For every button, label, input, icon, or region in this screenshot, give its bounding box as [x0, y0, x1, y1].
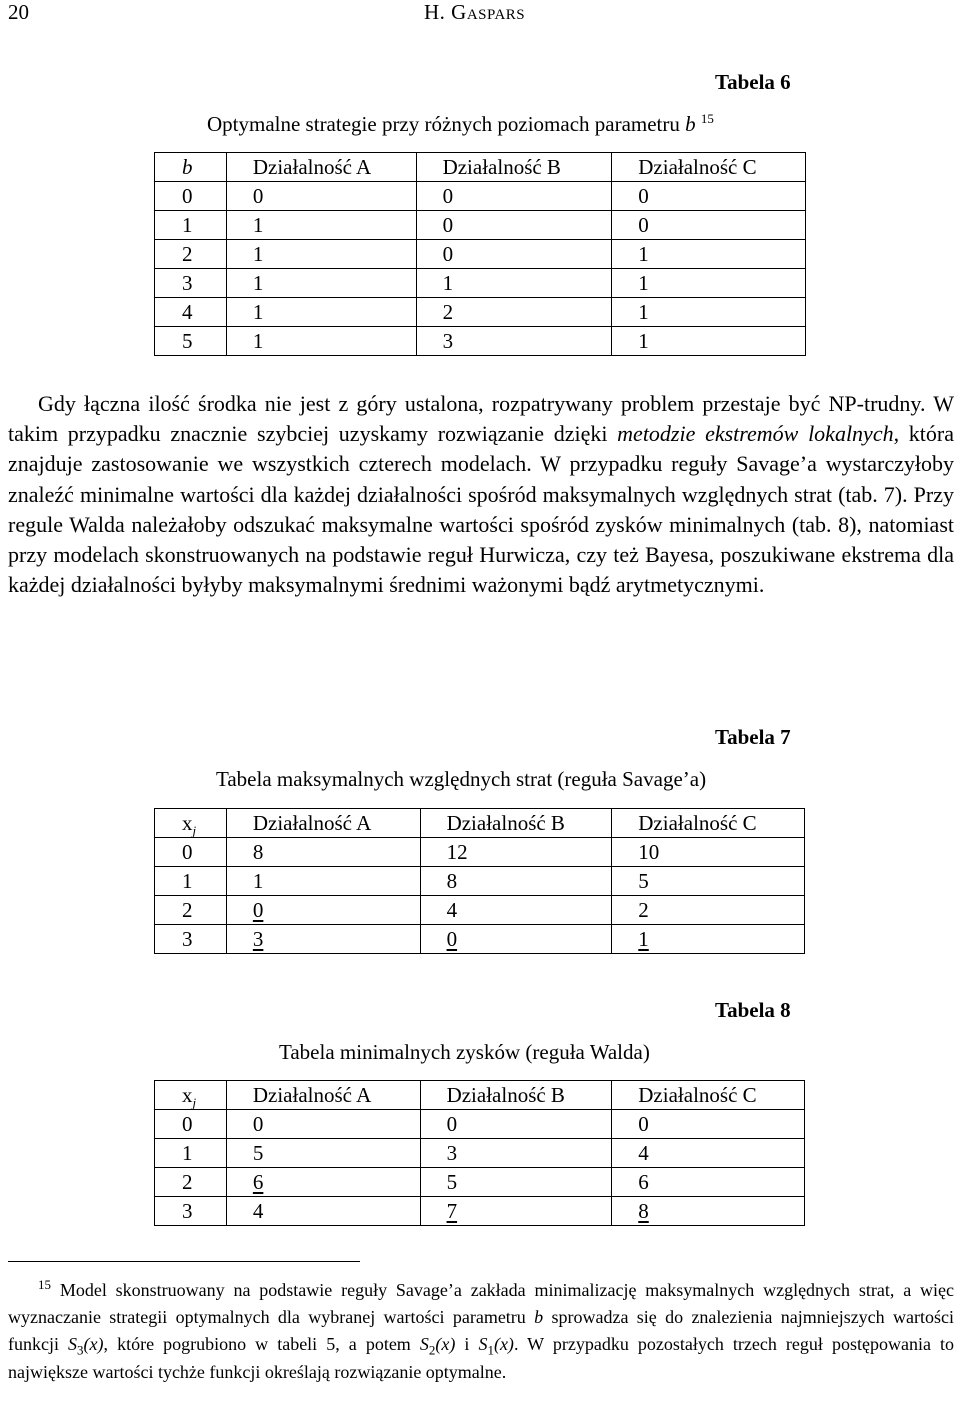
table-cell: 0: [155, 838, 227, 867]
table-cell: 2: [155, 240, 227, 269]
table-cell: 1: [612, 240, 806, 269]
table-cell: 2: [155, 1168, 227, 1197]
table-row: [155, 896, 805, 925]
table-row: [155, 838, 805, 867]
header-cell: $x_j$: [155, 809, 227, 838]
table-cell: 0: [420, 1110, 612, 1139]
table-cell: 4: [420, 896, 612, 925]
header-cell: Działalność C: [612, 153, 806, 182]
table-cell: 5: [155, 327, 227, 356]
table-cell: 0: [226, 896, 420, 925]
footnote-number: 15: [38, 1277, 51, 1292]
table-cell: 1: [226, 240, 416, 269]
table-row: [155, 867, 805, 896]
table-cell: 1: [226, 327, 416, 356]
table6: [154, 152, 806, 356]
italic-term: metodzie ekstremów lokalnych: [617, 421, 894, 447]
table-header-row: [155, 1081, 805, 1110]
table8: [154, 1080, 805, 1226]
table-header-row: [155, 153, 806, 182]
table-cell: 1: [612, 327, 806, 356]
table-row: [155, 1197, 805, 1226]
table-cell: 1: [155, 211, 227, 240]
header-cell: $x_j$: [155, 1081, 227, 1110]
header-cell: Działalność B: [420, 809, 612, 838]
table-cell: 4: [612, 1139, 805, 1168]
table8-label: Tabela 8: [715, 998, 791, 1022]
table-cell: 0: [420, 925, 612, 954]
table-cell: 3: [155, 1197, 227, 1226]
table6-label: Tabela 6: [715, 70, 791, 94]
table6-caption: Optymalne strategie przy różnych poziomach parametru b $^{15}$: [207, 111, 714, 136]
table-cell: 8: [612, 1197, 805, 1226]
table-cell: 0: [416, 211, 612, 240]
table-cell: 6: [226, 1168, 420, 1197]
table-cell: 5: [420, 1168, 612, 1197]
footnote-ref: 15: [700, 111, 714, 126]
header-cell: Działalność C: [612, 1081, 805, 1110]
header-cell: Działalność B: [416, 153, 612, 182]
body-paragraph: Gdy łączna ilość środka nie jest z góry ustalona, rozpatrywany problem przestaje być NP-trudny. W takim przypadku znacznie szybciej uzyskamy rozwiązanie dzięki metodzie ekstremów lokalnych, która znajduje zastosowanie we wszystkich czterech modelach. W przypadku reguły Savage’a wystarczyłoby znaleźć minimalne wartości dla każdej działalności spośród maksymalnych względnych strat (tab. 7). Przy regule Walda należałoby odszukać maksymalne wartości spośród zysków minimalnych (tab. 8), natomiast przy modelach skonstruowanych na podstawie reguł Hurwicza, czy też Bayesa, poszukiwane ekstrema dla każdej działalności byłyby maksymalnymi średnimi ważonymi bądź arytmetycznymi.: [8, 391, 955, 598]
page-number: 20: [8, 0, 29, 24]
table-cell: 1: [226, 269, 416, 298]
table-cell: 10: [612, 838, 805, 867]
table-cell: 7: [420, 1197, 612, 1226]
table-cell: 2: [612, 896, 805, 925]
table-row: [155, 925, 805, 954]
table-row: [155, 1110, 805, 1139]
table-row: [155, 240, 806, 269]
table-cell: 0: [226, 182, 416, 211]
header-cell: Działalność A: [226, 153, 416, 182]
header-cell: Działalność C: [612, 809, 805, 838]
table-cell: 0: [612, 211, 806, 240]
header-cell: Działalność A: [226, 809, 420, 838]
table-cell: 3: [226, 925, 420, 954]
table-cell: 1: [226, 867, 420, 896]
running-header-author: H. Gaspars: [424, 0, 526, 24]
table-cell: 1: [155, 1139, 227, 1168]
table-row: [155, 1168, 805, 1197]
footnote-separator: [8, 1261, 360, 1262]
table-cell: 2: [155, 896, 227, 925]
table-cell: 0: [416, 182, 612, 211]
header-cell: Działalność A: [226, 1081, 420, 1110]
table-row: [155, 211, 806, 240]
table-cell: 0: [155, 182, 227, 211]
footnote: $^{15}$ Model skonstruowany na podstawie reguły Savage’a zakłada minimalizację maksymalnych względnych strat, a więc wyznaczanie strategii optymalnych dla wybranej wartości parametru b sprowadza się do znalezienia najmniejszych wartości funkcji $S_3(x)$, które pogrubiono w tabeli 5, a potem $S_2(x)$ i $S_1(x)$. W przypadku pozostałych trzech reguł postępowania to największe wartości tychże funkcji określają rozwiązanie optymalne.: [8, 1277, 954, 1382]
table7-caption: Tabela maksymalnych względnych strat (reguła Savage’a): [216, 767, 707, 791]
table-cell: 0: [226, 1110, 420, 1139]
table-cell: 0: [155, 1110, 227, 1139]
table-cell: 3: [420, 1139, 612, 1168]
table-cell: 1: [155, 867, 227, 896]
table-cell: 1: [612, 925, 805, 954]
table-cell: 4: [155, 298, 227, 327]
table-cell: 8: [226, 838, 420, 867]
table-cell: 6: [612, 1168, 805, 1197]
table-cell: 3: [155, 925, 227, 954]
table-cell: 1: [612, 269, 806, 298]
table-cell: 2: [416, 298, 612, 327]
table-cell: 0: [612, 1110, 805, 1139]
table-cell: 1: [226, 298, 416, 327]
table-header-row: [155, 809, 805, 838]
table-row: [155, 182, 806, 211]
header-cell: b: [155, 153, 227, 182]
table8-caption: Tabela minimalnych zysków (reguła Walda): [279, 1040, 650, 1064]
table-cell: 12: [420, 838, 612, 867]
table7: [154, 808, 805, 954]
table-cell: 5: [226, 1139, 420, 1168]
table-cell: 3: [155, 269, 227, 298]
header-cell: Działalność B: [420, 1081, 612, 1110]
table-cell: 0: [416, 240, 612, 269]
table-row: [155, 1139, 805, 1168]
table-cell: 4: [226, 1197, 420, 1226]
table-cell: 3: [416, 327, 612, 356]
table-cell: 1: [416, 269, 612, 298]
table-row: [155, 327, 806, 356]
table-cell: 5: [612, 867, 805, 896]
table-cell: 0: [612, 182, 806, 211]
table-cell: 1: [612, 298, 806, 327]
table7-label: Tabela 7: [715, 725, 791, 749]
table-row: [155, 269, 806, 298]
table-cell: 1: [226, 211, 416, 240]
table-cell: 8: [420, 867, 612, 896]
table-row: [155, 298, 806, 327]
